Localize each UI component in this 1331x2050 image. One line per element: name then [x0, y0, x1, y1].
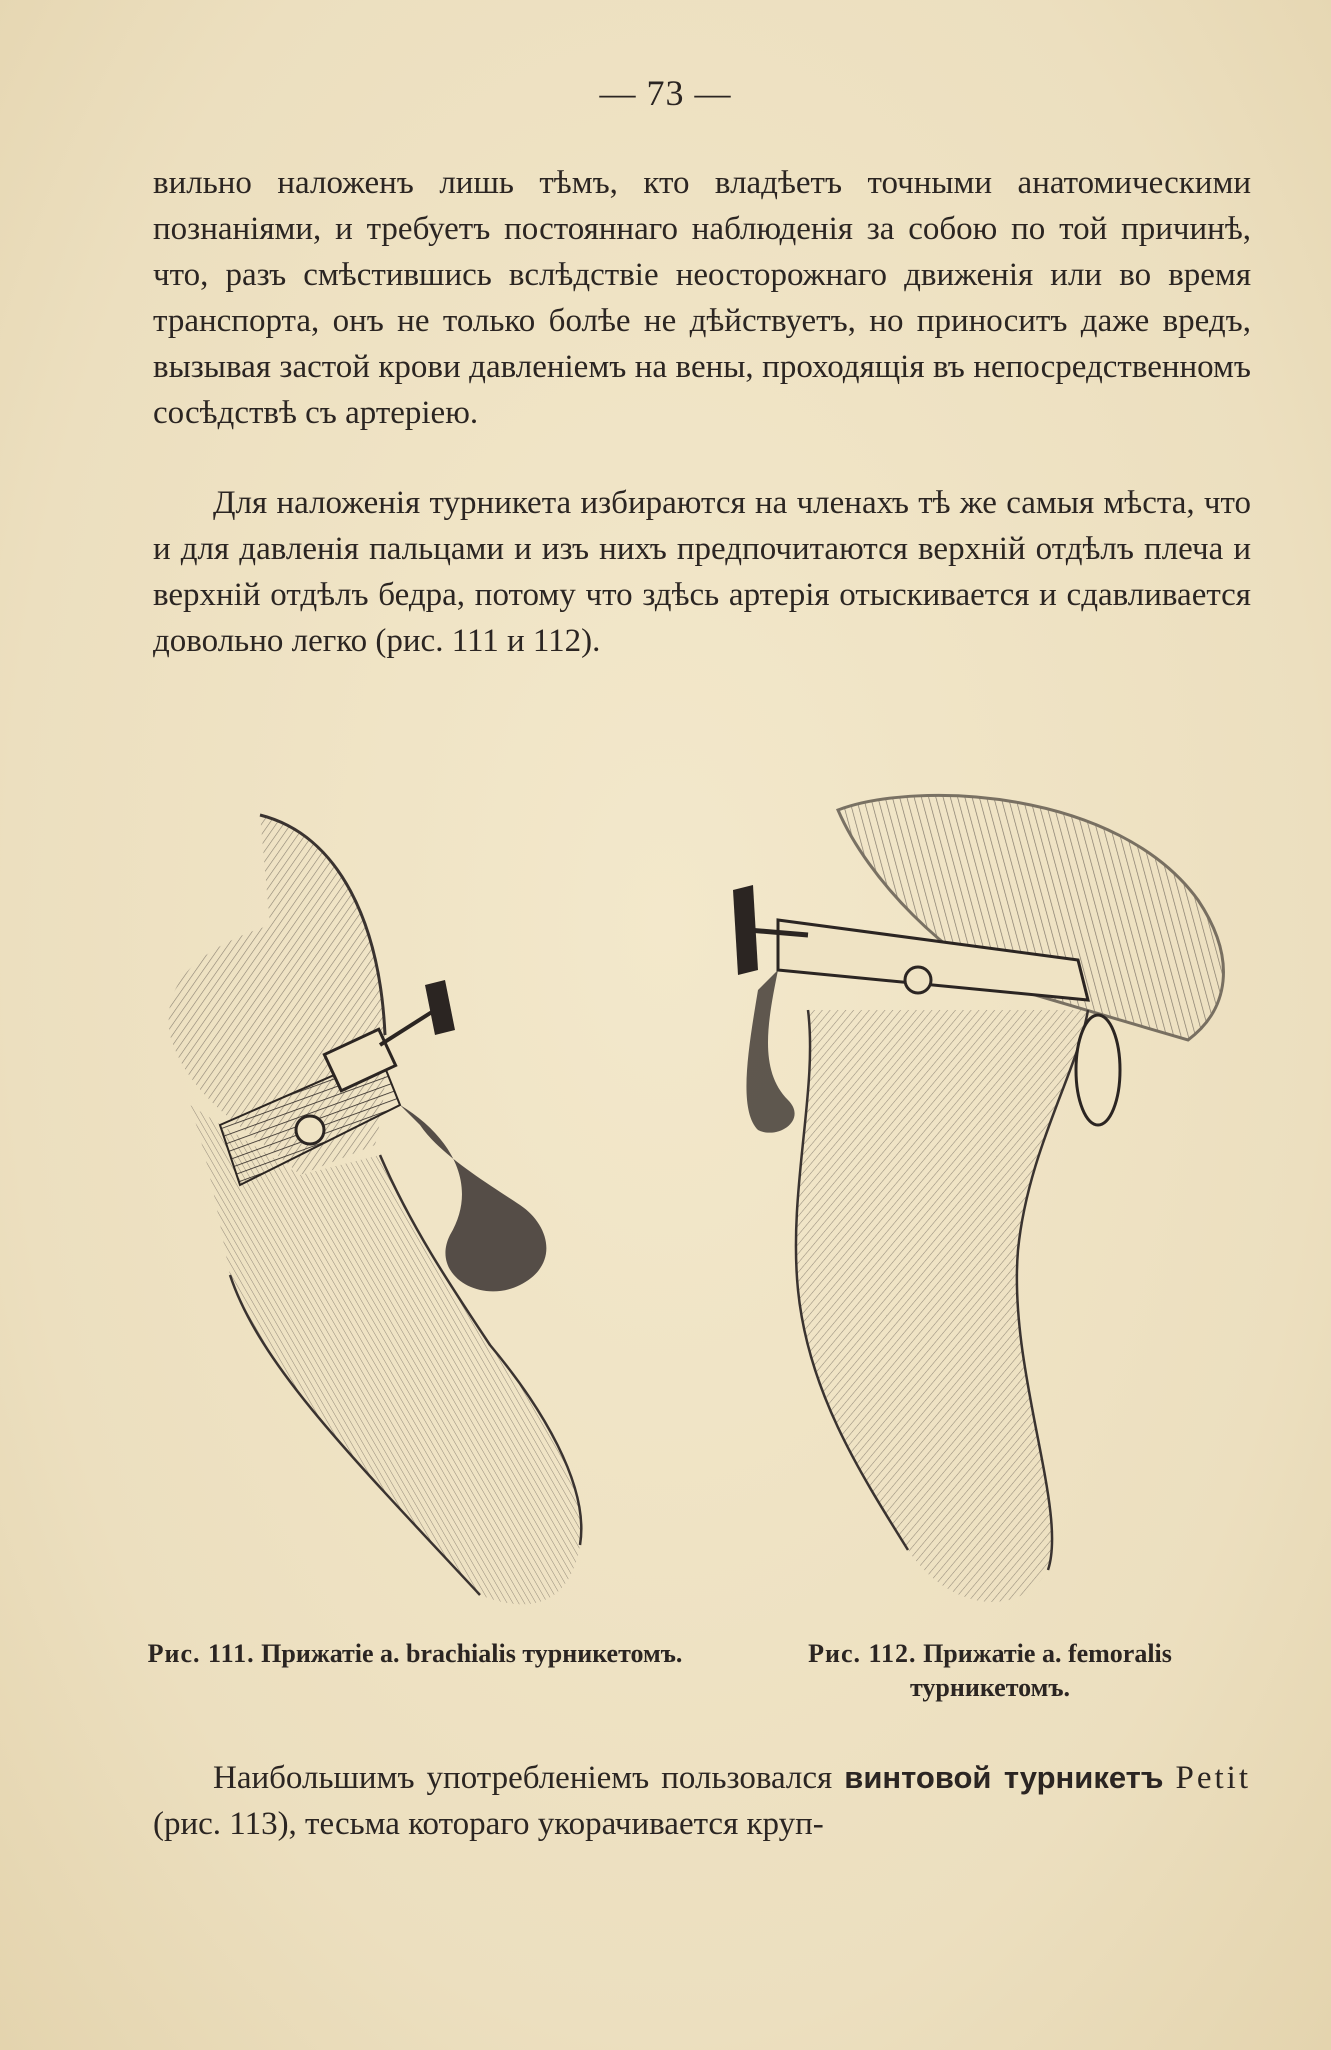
- figure-112-number: Рис. 112.: [808, 1639, 917, 1668]
- figure-111-number: Рис. 111.: [147, 1639, 255, 1668]
- thigh-screw-handle-shape: [733, 885, 758, 975]
- arm-tourniquet-engraving: [150, 805, 700, 1615]
- thigh-tourniquet-engraving: [718, 770, 1248, 1630]
- page-number: — 73 —: [599, 73, 732, 113]
- paragraph-3: [153, 1755, 1251, 1847]
- figure-112-caption-text: Прижатіе a. femoralis турникетомъ.: [909, 1639, 1172, 1702]
- screw-tourniquet-term: винтовой турникетъ: [844, 1760, 1164, 1795]
- cloth-drape-shape: [838, 795, 1223, 1040]
- thigh-shape: [796, 1010, 1088, 1602]
- figure-111-brachial-tourniquet-illustration: [150, 805, 700, 1615]
- paragraph-1-text: вильно наложенъ лишь тѣмъ, кто владѣетъ точными анатомическими познаніями, и требуетъ постояннаго наблюденія за собою по той причинѣ, что, разъ смѣстившись вслѣдствіе неосторожнаго движенія или во время транспорта, онъ не только болѣе не дѣйствуетъ, но приноситъ даже вредъ, вызывая застой крови давленіемъ на вены, проходящія въ непосредственномъ сосѣдствѣ съ артеріею.: [153, 165, 1251, 431]
- figure-112-femoral-tourniquet-illustration: [718, 770, 1248, 1630]
- paragraph-3-end: (рис. 113), тесьма котораго укорачивается круп-: [153, 1806, 824, 1842]
- figure-112-caption: [730, 1637, 1250, 1705]
- figure-111-caption-text: Прижатіе a. brachialis турникетомъ.: [261, 1639, 683, 1668]
- paragraph-2: [153, 480, 1251, 664]
- petit-name: Petit: [1175, 1760, 1252, 1796]
- paragraph-1: [153, 160, 1251, 436]
- screw-handle-shape: [425, 980, 455, 1035]
- figure-111-caption: [140, 1637, 690, 1671]
- paragraph-2-text: Для наложенія турникета избираются на членахъ тѣ же самыя мѣста, что и для давленія пальцами и изъ нихъ предпочитаются верхній отдѣлъ плеча и верхній отдѣлъ бедра, потому что здѣсь артерія отыскивается и сдавливается довольно легко (рис. 111 и 112).: [153, 485, 1251, 659]
- paragraph-3-start: Наибольшимъ употребленіемъ пользовался: [213, 1760, 833, 1796]
- paragraph-3-text: [153, 1755, 1251, 1847]
